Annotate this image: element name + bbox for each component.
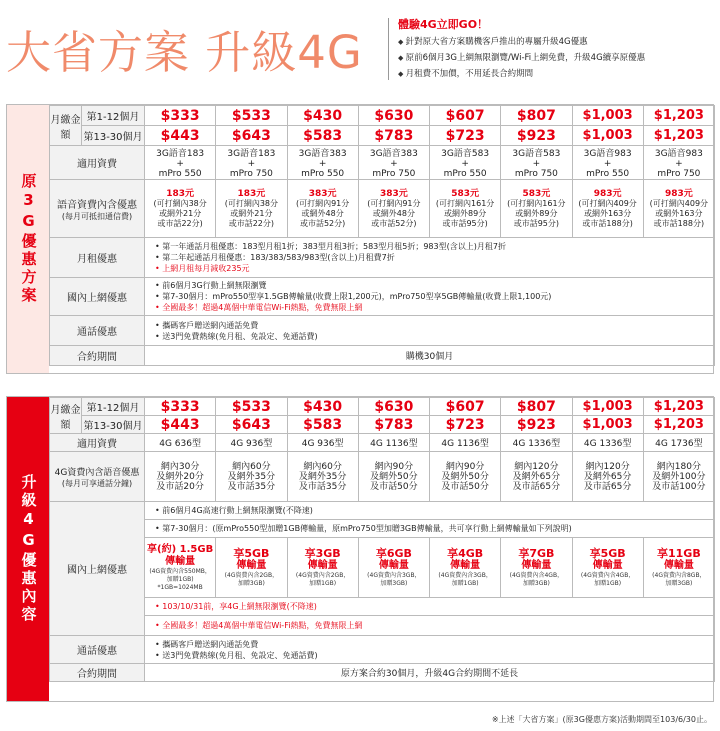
plus-sign: + xyxy=(176,159,184,169)
voice-line: 或網外21分 xyxy=(230,208,273,218)
table-row xyxy=(50,636,715,664)
gift-cell xyxy=(430,538,501,598)
price-cell: $430 xyxy=(287,106,358,126)
voice-amount: 383元 xyxy=(379,188,408,199)
plan-data: mPro 550 xyxy=(301,169,345,179)
voice-cell xyxy=(287,452,358,502)
voice-line: 網內180分 xyxy=(656,461,701,472)
voice-line: 網內30分 xyxy=(160,461,200,472)
table-3g xyxy=(49,105,715,366)
plan-cell xyxy=(643,146,714,180)
table-row xyxy=(50,616,715,636)
price-cell: $533 xyxy=(216,106,287,126)
gift-unit: 傳輸量 xyxy=(236,559,267,571)
plan-data: mPro 750 xyxy=(229,169,273,179)
table-row xyxy=(50,502,715,520)
plan-voice: 3G語音183 xyxy=(227,149,276,159)
notes-box xyxy=(398,16,718,82)
bullet-line: • 第7-30個月：(原mPro550型加贈1GB傳輸量，原mPro750型加贈3GB傳輸量，共可享行動上網傳輸量如下列說明) xyxy=(155,523,714,534)
gift-amount: 享(約) 1.5GB xyxy=(147,543,214,555)
plan-data: mPro 750 xyxy=(657,169,701,179)
row-label: 通話優惠 xyxy=(50,316,145,346)
period-label: 第13-30個月 xyxy=(82,416,145,434)
voice-cell xyxy=(430,180,501,238)
rent-offer xyxy=(145,238,715,278)
gift-cell xyxy=(145,538,216,598)
voice-cell xyxy=(216,452,287,502)
row-label: 月租優惠 xyxy=(50,238,145,278)
voice-line: 及網外35分 xyxy=(298,471,347,482)
table-row xyxy=(50,146,715,180)
plan-cell xyxy=(145,146,216,180)
bullet-line: • 全國最多！超過4萬個中華電信Wi-Fi熱點，免費無限上網 xyxy=(155,620,714,631)
section-3g-title: 原3G優惠方案 xyxy=(19,173,38,305)
plus-sign: + xyxy=(461,159,469,169)
price-cell: $923 xyxy=(501,126,572,146)
row-label-sub: (每月可抵扣通信費) xyxy=(61,211,133,221)
voice-line: 網內60分 xyxy=(232,461,271,472)
plan-data: mPro 550 xyxy=(443,169,487,179)
gift-note: (4G資費內含2GB， xyxy=(224,571,279,579)
price-cell: $1,203 xyxy=(643,126,714,146)
voice-line: 網內90分 xyxy=(445,461,485,472)
note-item: ◆ 針對原大省方案購機客戶推出的專屬升級4G優惠 xyxy=(398,34,718,50)
page-title: 大省方案 升級4G xyxy=(6,26,363,79)
gift-unit: 傳輸量 xyxy=(378,559,409,571)
voice-line: 或網外48分 xyxy=(301,208,344,218)
voice-line: 及網外20分 xyxy=(156,471,204,482)
price-cell: $723 xyxy=(430,416,501,434)
gift-note: *1GB=1024MB xyxy=(157,583,203,591)
plan-data: mPro 750 xyxy=(514,169,558,179)
voice-cell xyxy=(145,452,216,502)
gift-note: (4G資費內含3GB， xyxy=(438,571,492,579)
bullet-line: • 前6個月3G行動上網無限瀏覽 xyxy=(155,280,714,291)
gift-note: (4G資費內含4GB， xyxy=(509,571,564,579)
price-cell: $1,203 xyxy=(643,416,714,434)
voice-amount: 583元 xyxy=(451,188,480,199)
voice-amount: 983元 xyxy=(664,188,693,199)
row-label: 合約期間 xyxy=(50,346,145,366)
plus-sign: + xyxy=(247,159,256,169)
price-cell: $443 xyxy=(145,126,216,146)
gift-note: (4G資費內含2GB， xyxy=(295,571,350,579)
plan-cell xyxy=(358,146,429,180)
price-cell: $443 xyxy=(145,416,216,434)
voice-amount: 383元 xyxy=(308,188,337,199)
bullet-line: • 上網月租每月減收235元 xyxy=(155,263,714,274)
plan-voice: 3G語音183 xyxy=(156,149,205,159)
voice-line: 或市話52分) xyxy=(371,218,417,228)
price-cell: $607 xyxy=(430,398,501,416)
voice-cell xyxy=(643,180,714,238)
gift-amount: 享4GB xyxy=(447,546,484,560)
plan-cell: 4G 1336型 xyxy=(572,434,643,452)
voice-line: 或網外89分 xyxy=(444,208,487,218)
bullet-line: • 第一年通話月租優惠：183型月租1折；383型月租3折；583型月租5折；983型(含以上)月租7折 xyxy=(155,241,714,252)
net-offer-line xyxy=(145,502,715,520)
plus-sign: + xyxy=(390,159,398,169)
row-label-main: 語音資費內含優惠 xyxy=(57,199,137,211)
price-cell: $807 xyxy=(501,398,572,416)
price-cell: $1,003 xyxy=(572,126,643,146)
voice-cell xyxy=(216,180,287,238)
table-row xyxy=(50,416,715,434)
gift-note: 加贈1GB) xyxy=(451,579,479,587)
voice-cell xyxy=(287,180,358,238)
notes-title: 體驗4G立即GO！ xyxy=(398,18,489,31)
table-row xyxy=(50,316,715,346)
section-4g-title: 升級4G優惠內容 xyxy=(19,474,38,624)
plan-data: mPro 750 xyxy=(372,169,416,179)
gift-note: 加贈1GB) xyxy=(594,579,622,587)
price-cell: $583 xyxy=(287,416,358,434)
voice-line: (可打網內38分 xyxy=(224,198,279,208)
price-cell: $1,003 xyxy=(572,398,643,416)
voice-amount: 183元 xyxy=(166,188,195,199)
gift-note: 加贈3GB) xyxy=(237,579,265,587)
voice-line: 或網外163分 xyxy=(655,208,703,218)
bullet-line: • 送3門免費熱線(免月租、免設定、免通話費) xyxy=(155,650,714,661)
price-cell: $643 xyxy=(216,416,287,434)
bullet-line: • 第7-30個月：mPro550型享1.5GB傳輸量(收費上限1,200元)，mPro750型享5GB傳輸量(收費上限1,100元) xyxy=(155,291,714,302)
section-3g-side xyxy=(7,105,49,373)
plan-cell: 4G 1336型 xyxy=(501,434,572,452)
header xyxy=(0,0,720,96)
price-cell: $643 xyxy=(216,126,287,146)
plan-voice: 3G語音983 xyxy=(583,149,632,159)
footnote: ※上述「大省方案」(原3G優惠方案)活動期間至103/6/30止。 xyxy=(491,715,712,724)
voice-amount: 583元 xyxy=(522,188,551,199)
voice-line: (可打網內91分 xyxy=(295,198,350,208)
row-label-sub: (每月可享通話分鐘) xyxy=(61,478,133,488)
voice-cell xyxy=(501,180,572,238)
voice-cell xyxy=(572,452,643,502)
voice-line: 及網外100分 xyxy=(652,471,706,482)
table-row xyxy=(50,664,715,682)
period-label: 第1-12個月 xyxy=(82,106,145,126)
gift-unit: 傳輸量 xyxy=(663,559,694,571)
row-label: 適用資費 xyxy=(50,434,145,452)
bullet-line: • 攜碼客戶贈送網內通話免費 xyxy=(155,639,714,650)
plan-voice: 3G語音383 xyxy=(298,149,347,159)
voice-line: 或市話95分) xyxy=(513,218,560,228)
price-cell: $333 xyxy=(145,398,216,416)
voice-cell xyxy=(501,452,572,502)
plan-cell xyxy=(430,146,501,180)
voice-amount: 983元 xyxy=(593,188,622,199)
bullet-line: • 全國最多！超過4萬個中華電信Wi-Fi熱點，免費無限上網 xyxy=(155,302,714,313)
row-label: 適用資費 xyxy=(50,146,145,180)
table-4g xyxy=(49,397,715,682)
plan-cell: 4G 936型 xyxy=(287,434,358,452)
section-4g-side xyxy=(7,397,49,701)
contract-value: 購機30個月 xyxy=(145,346,715,366)
price-label: 月繳金額 xyxy=(50,398,82,434)
voice-line: 或市話188分) xyxy=(653,218,705,228)
voice-line: 及網外50分 xyxy=(441,471,489,482)
price-cell: $1,003 xyxy=(572,416,643,434)
table-row xyxy=(50,238,715,278)
price-cell: $783 xyxy=(358,416,429,434)
row-label xyxy=(50,452,145,502)
section-3g xyxy=(6,104,714,374)
price-cell: $607 xyxy=(430,106,501,126)
plus-sign: + xyxy=(675,159,683,169)
plan-voice: 3G語音583 xyxy=(512,149,561,159)
gift-unit: 傳輸量 xyxy=(521,559,552,571)
voice-cell xyxy=(358,180,429,238)
voice-line: 網內120分 xyxy=(514,461,559,472)
voice-line: 或市話188分) xyxy=(582,218,633,228)
voice-line: 或市話95分) xyxy=(442,218,488,228)
bullet-line: • 103/10/31前，享4G上網無限瀏覽(不降速) xyxy=(155,601,714,612)
voice-line: 或市話22分) xyxy=(157,218,203,228)
net-offer-line xyxy=(145,598,715,616)
divider xyxy=(388,18,389,80)
plus-sign: + xyxy=(603,159,612,169)
gift-cell xyxy=(216,538,287,598)
table-row xyxy=(50,520,715,538)
gift-cell xyxy=(358,538,429,598)
voice-line: 或市話52分) xyxy=(299,218,346,228)
gift-amount: 享11GB xyxy=(657,546,701,560)
plan-data: mPro 550 xyxy=(586,169,630,179)
note-item: ◆ 原前6個月3G上網無限瀏覽/Wi-Fi上網免費，升級4G續享原優惠 xyxy=(398,50,718,66)
table-row xyxy=(50,106,715,126)
price-cell: $1,203 xyxy=(643,398,714,416)
voice-line: 及市話50分 xyxy=(370,481,418,492)
voice-cell xyxy=(430,452,501,502)
bullet-line: • 攜碼客戶贈送網內通話免費 xyxy=(155,320,714,331)
voice-line: 及市話20分 xyxy=(156,481,204,492)
voice-amount: 183元 xyxy=(237,188,266,199)
gift-unit: 傳輸量 xyxy=(307,559,338,571)
table-row xyxy=(50,126,715,146)
gift-note: 加贈3GB) xyxy=(522,579,550,587)
price-cell: $807 xyxy=(501,106,572,126)
price-cell: $783 xyxy=(358,126,429,146)
table-row xyxy=(50,538,715,598)
note-item: ◆ 月租費不加價，不用延長合約期間 xyxy=(398,66,718,82)
gift-note: (4G資費內含3GB， xyxy=(367,571,421,579)
plan-cell: 4G 1136型 xyxy=(358,434,429,452)
period-label: 第1-12個月 xyxy=(82,398,145,416)
voice-line: 或網外21分 xyxy=(159,208,202,218)
voice-line: (可打網內409分 xyxy=(578,198,637,208)
gift-amount: 享7GB xyxy=(518,546,555,560)
contract-value: 原方案合約30個月，升級4G合約期間不延長 xyxy=(145,664,715,682)
row-label: 通話優惠 xyxy=(50,636,145,664)
call-offer xyxy=(145,316,715,346)
net-offer-line xyxy=(145,520,715,538)
gift-unit: 傳輸量 xyxy=(165,555,196,567)
call-offer xyxy=(145,636,715,664)
gift-amount: 享5GB xyxy=(233,546,270,560)
price-cell: $533 xyxy=(216,398,287,416)
row-label: 合約期間 xyxy=(50,664,145,682)
plan-cell: 4G 936型 xyxy=(216,434,287,452)
gift-cell xyxy=(572,538,643,598)
gift-amount: 享5GB xyxy=(589,546,626,560)
gift-note: 加贈3GB) xyxy=(665,579,693,587)
voice-line: 網內60分 xyxy=(303,461,342,472)
voice-line: (可打網內409分 xyxy=(649,198,709,208)
voice-line: (可打網內91分 xyxy=(367,198,421,208)
table-row xyxy=(50,598,715,616)
plus-sign: + xyxy=(532,159,541,169)
price-cell: $630 xyxy=(358,106,429,126)
gift-amount: 享3GB xyxy=(304,546,341,560)
voice-line: 網內90分 xyxy=(374,461,414,472)
voice-line: 及市話100分 xyxy=(652,481,706,492)
plan-cell xyxy=(501,146,572,180)
gift-note: 加贈1GB) xyxy=(166,575,194,583)
price-cell: $430 xyxy=(287,398,358,416)
voice-line: 及市話50分 xyxy=(441,481,489,492)
gift-amount: 享6GB xyxy=(375,546,412,560)
voice-cell xyxy=(572,180,643,238)
table-row xyxy=(50,398,715,416)
table-row xyxy=(50,434,715,452)
gift-unit: 傳輸量 xyxy=(450,559,481,571)
plan-cell: 4G 636型 xyxy=(145,434,216,452)
voice-line: 或網外89分 xyxy=(515,208,558,218)
row-label-main: 4G資費內含語音優惠 xyxy=(54,467,140,478)
price-label: 月繳金額 xyxy=(50,106,82,146)
voice-line: 及網外65分 xyxy=(512,471,561,482)
gift-cell xyxy=(643,538,714,598)
price-cell: $583 xyxy=(287,126,358,146)
gift-note: (4G資費內含550MB， xyxy=(149,567,211,575)
price-cell: $333 xyxy=(145,106,216,126)
price-cell: $923 xyxy=(501,416,572,434)
voice-cell xyxy=(643,452,714,502)
net-offer-line xyxy=(145,616,715,636)
voice-line: 或網外163分 xyxy=(583,208,632,218)
voice-line: 及市話65分 xyxy=(512,481,561,492)
table-row xyxy=(50,452,715,502)
voice-line: 網內120分 xyxy=(585,461,630,472)
table-row xyxy=(50,346,715,366)
gift-cell xyxy=(501,538,572,598)
bullet-line: • 前6個月4G高速行動上網無限瀏覽(不降速) xyxy=(155,505,714,516)
voice-line: (可打網內38分 xyxy=(153,198,207,208)
gift-cell xyxy=(287,538,358,598)
plan-data: mPro 550 xyxy=(158,169,202,179)
voice-line: 及市話65分 xyxy=(583,481,632,492)
voice-cell xyxy=(145,180,216,238)
table-row xyxy=(50,180,715,238)
row-label: 國內上網優惠 xyxy=(50,502,145,636)
bullet-line: • 第二年起通話月租優惠：183/383/583/983型(含以上)月租費7折 xyxy=(155,252,714,263)
plan-voice: 3G語音583 xyxy=(441,149,490,159)
gift-note: (4G資費內含4GB， xyxy=(580,571,635,579)
row-label xyxy=(50,180,145,238)
price-cell: $1,003 xyxy=(572,106,643,126)
gift-note: 加贈1GB) xyxy=(309,579,337,587)
plus-sign: + xyxy=(318,159,327,169)
voice-line: 及網外35分 xyxy=(227,471,276,482)
row-label: 國內上網優惠 xyxy=(50,278,145,316)
net-offer xyxy=(145,278,715,316)
gift-unit: 傳輸量 xyxy=(592,559,623,571)
voice-line: 或網外48分 xyxy=(372,208,415,218)
voice-line: (可打網內161分 xyxy=(435,198,495,208)
price-cell: $723 xyxy=(430,126,501,146)
voice-line: 及市話35分 xyxy=(298,481,347,492)
section-4g xyxy=(6,396,714,702)
gift-note: 加贈3GB) xyxy=(380,579,408,587)
plan-cell xyxy=(287,146,358,180)
bullet-line: • 送3門免費熱線(免月租、免設定、免通話費) xyxy=(155,331,714,342)
plan-voice: 3G語音383 xyxy=(369,149,418,159)
voice-cell xyxy=(358,452,429,502)
gift-note: (4G資費內含8GB， xyxy=(652,571,706,579)
plan-cell xyxy=(572,146,643,180)
plan-cell xyxy=(216,146,287,180)
period-label: 第13-30個月 xyxy=(82,126,145,146)
table-row xyxy=(50,278,715,316)
voice-line: 及網外50分 xyxy=(370,471,418,482)
plan-cell: 4G 1136型 xyxy=(430,434,501,452)
voice-line: 及市話35分 xyxy=(227,481,276,492)
plan-voice: 3G語音983 xyxy=(654,149,703,159)
price-cell: $630 xyxy=(358,398,429,416)
price-cell: $1,203 xyxy=(643,106,714,126)
voice-line: (可打網內161分 xyxy=(507,198,566,208)
plan-cell: 4G 1736型 xyxy=(643,434,714,452)
voice-line: 及網外65分 xyxy=(583,471,632,482)
voice-line: 或市話22分) xyxy=(228,218,275,228)
